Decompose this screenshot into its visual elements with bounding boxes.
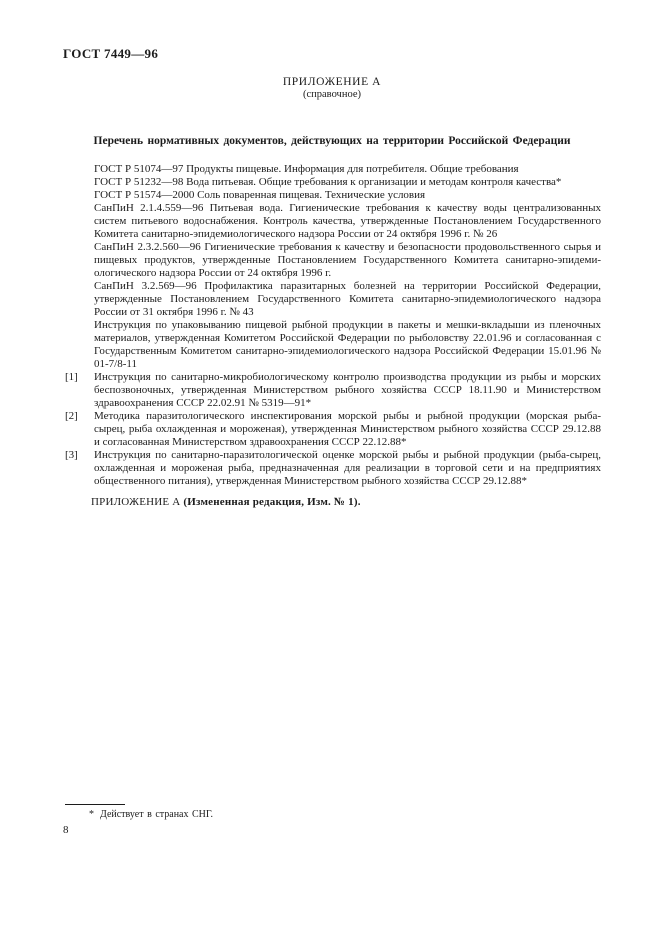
doc-number: ГОСТ 7449—96	[63, 46, 159, 61]
amendment-note	[91, 496, 361, 508]
appendix-label: ПРИЛОЖЕНИЕ А	[282, 76, 382, 88]
list-item	[65, 371, 601, 410]
entry-number: [3]	[65, 449, 78, 461]
entry-text: ГОСТ Р 51232—98 Вода питьевая. Общие требования к организации и методам контроля качества*	[94, 176, 562, 188]
appendix-note: (справочное)	[303, 89, 361, 100]
page-number: 8	[63, 824, 69, 836]
entry-text: Инструкция по санитарно-микробиологическому контролю производства продукции из рыбы и морских беспозвоночных, утвержденная Министерством рыбного хозяйства СССР 18.11.90 и Министерством здравоохранения СССР 22.02.91 № 5319—91*	[94, 371, 601, 409]
page-title: Перечень нормативных документов, действующих на территории Российской Федерации	[93, 135, 571, 147]
amendment-prefix: ПРИЛОЖЕНИЕ А	[91, 496, 184, 508]
entry-text: СанПиН 2.3.2.560—96 Гигиенические требования к качеству и безопасности продовольственного сырья и пищевых продуктов, утвержденные Постановлением Государственного Комитета санитарно-эпидемиологического надзора России от 24 октября 1996 г.	[94, 241, 601, 279]
appendix-heading	[63, 76, 601, 100]
entry-text: СанПиН 2.1.4.559—96 Питьевая вода. Гигиенические требования к качеству воды централизованных систем питьевого водоснабжения. Контроль качества, утвержденные Постановлением Государственного Комитета санитарно-эпидемиологического надзора России от 24 октября 1996 г. № 26	[94, 202, 601, 240]
amendment-bold-text: (Измененная редакция, Изм. № 1).	[183, 496, 361, 508]
list-item	[65, 449, 601, 488]
list-item	[94, 280, 601, 319]
list-item	[94, 319, 601, 371]
normative-documents-list	[65, 163, 601, 488]
entry-text: СанПиН 3.2.569—96 Профилактика паразитарных болезней на территории Российской Федерации, утвержденные Постановлением Государственного Комитета санитарно-эпидемиологического надзора России от 31 октября 1996 г. № 43	[94, 280, 601, 318]
list-item	[94, 202, 601, 241]
footnote-text: Действует в странах СНГ.	[100, 809, 214, 820]
list-item	[94, 163, 601, 176]
entry-number: [1]	[65, 371, 78, 383]
entry-text: Инструкция по санитарно-паразитологической оценке морской рыбы и рыбной продукции (рыба-сырец, охлажденная и мороженая рыба, предназначенная для реализации в торговой сети и на предприятиях общественного питания), утвержденная Министерством рыбного хозяйства СССР 29.12.88*	[94, 449, 601, 487]
entry-text: Методика паразитологического инспектирования морской рыбы и рыбной продукции (морская рыба-сырец, рыба охлажденная и мороженая), утвержденная Министерством рыбного хозяйства СССР 29.12.88 и согласованная Министерством здравоохранения СССР 22.12.88*	[94, 410, 601, 448]
entry-text: ГОСТ Р 51074—97 Продукты пищевые. Информация для потребителя. Общие требования	[94, 163, 519, 175]
entry-number: [2]	[65, 410, 78, 422]
list-item	[94, 189, 601, 202]
list-item	[94, 176, 601, 189]
list-item	[94, 241, 601, 280]
list-item	[65, 410, 601, 449]
footnote	[89, 809, 213, 820]
footnote-marker: *	[89, 809, 94, 820]
entry-text: ГОСТ Р 51574—2000 Соль поваренная пищевая. Технические условия	[94, 189, 426, 201]
entry-text: Инструкция по упаковыванию пищевой рыбной продукции в пакеты и мешки-вкладыши из пленочных материалов, утвержденная Комитетом Российской Федерации по рыболовству 22.01.96 и согласованная с Государственным Комитетом санитарно-эпидемиологического надзора Российской Федерации 15.01.96 № 01-7/8-11	[94, 319, 601, 370]
footnote-divider	[65, 804, 125, 805]
